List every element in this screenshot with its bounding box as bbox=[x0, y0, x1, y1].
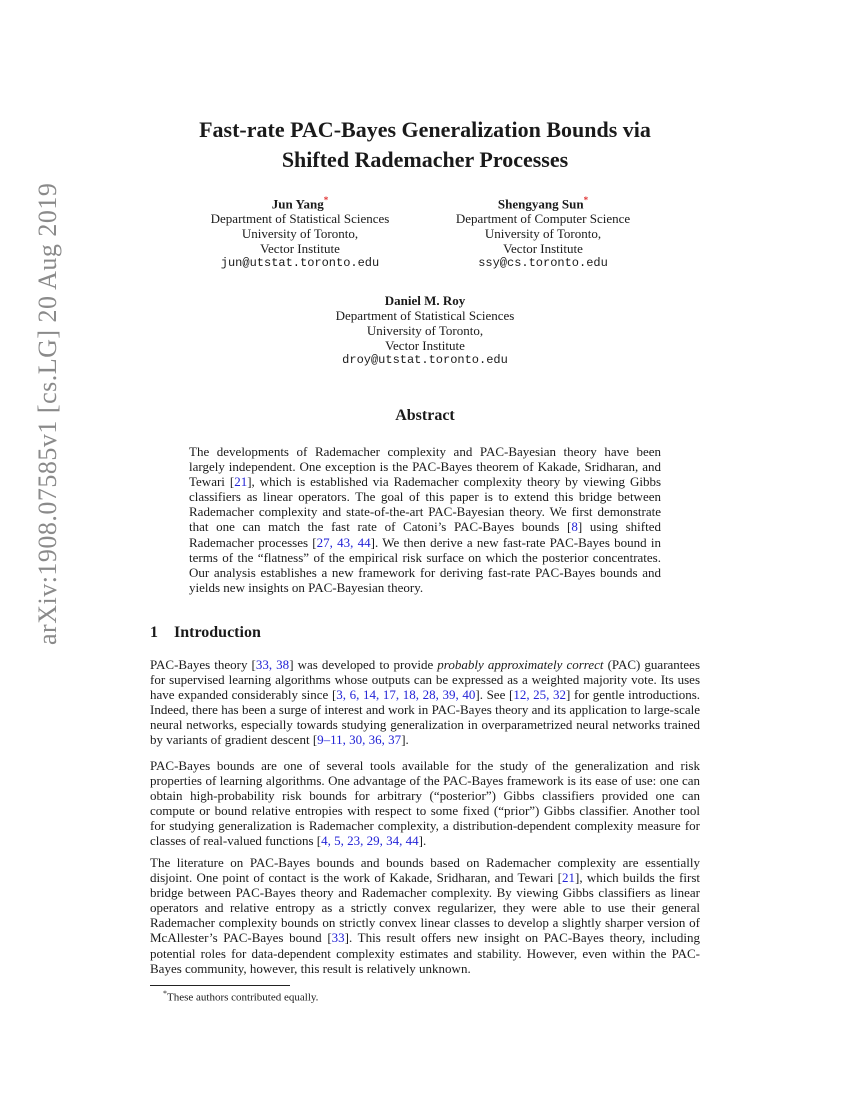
arxiv-stamp: arXiv:1908.07585v1 [cs.LG] 20 Aug 2019 bbox=[33, 182, 62, 645]
citation-link[interactable]: 33, 38 bbox=[255, 657, 290, 672]
equal-contribution-mark: * bbox=[323, 195, 329, 205]
citation-link[interactable]: 9–11, 30, 36, 37 bbox=[317, 732, 402, 748]
citation-link[interactable]: 27, 43, 44 bbox=[316, 534, 371, 550]
author-university: University of Toronto, bbox=[241, 226, 359, 242]
author-block-1 bbox=[200, 193, 400, 271]
footnote bbox=[163, 989, 318, 1004]
author-university: University of Toronto, bbox=[366, 323, 484, 338]
citation-link[interactable]: 33 bbox=[331, 930, 345, 946]
author-department: Department of Statistical Sciences bbox=[210, 211, 390, 227]
author-email: jun@utstat.toronto.edu bbox=[220, 256, 380, 271]
abstract-heading: Abstract bbox=[395, 407, 455, 424]
author-department: Department of Statistical Sciences bbox=[335, 308, 515, 323]
author-institute: Vector Institute bbox=[260, 241, 340, 257]
citation-link[interactable]: 4, 5, 23, 29, 34, 44 bbox=[321, 833, 419, 849]
citation-link[interactable]: 3, 6, 14, 17, 18, 28, 39, 40 bbox=[336, 687, 476, 703]
citation-link[interactable]: 12, 25, 32 bbox=[513, 687, 567, 703]
emphasis: probably approximately correct bbox=[437, 657, 604, 672]
author-institute: Vector Institute bbox=[385, 338, 465, 353]
author-email: ssy@cs.toronto.edu bbox=[478, 256, 608, 271]
author-university: University of Toronto, bbox=[484, 226, 602, 242]
author-block-2 bbox=[453, 193, 633, 271]
abstract-body: The developments of Rademacher complexity and PAC-Bayesian theory have been largely independent. One exception is the PAC-Bayes theorem of Kakade, Sridharan, and Tewari [21], which is established via Rademacher complexity theory by viewing Gibbs classifiers as linear operators. The goal of this paper is to extend this bridge between Rademacher complexity and state-of-the-art PAC-Bayesian theory. We first demonstrate that one can match the fast rate of Catoni’s PAC-Bayes bounds [8] using shifted Rademacher processes [27, 43, 44]. We then derive a new fast-rate PAC-Bayes bound in terms of the “flatness” of the empirical risk surface on which the posterior concentrates. Our analysis establishes a new framework for deriving fast-rate PAC-Bayes bounds and yields new insights on PAC-Bayesian theory. bbox=[189, 444, 662, 595]
intro-paragraph-1: PAC-Bayes theory [33, 38] was developed to provide probably approximately correct (PAC) guarantees for supervised learning algorithms whose outputs can be expressed as a weighted majority vote. Its uses have expanded considerably since [3, 6, 14, 17, 18, 28, 39, 40]. See [12, 25, 32] for gentle introductions. Indeed, there has been a surge of interest and work in PAC-Bayes theory and its application to large-scale neural networks, especially towards studying generalization in overparametrized neural networks trained by variants of gradient descent [9–11, 30, 36, 37]. bbox=[150, 657, 701, 748]
author-institute: Vector Institute bbox=[503, 241, 583, 257]
equal-contribution-mark: * bbox=[583, 195, 589, 205]
intro-paragraph-2: PAC-Bayes bounds are one of several tools available for the study of the generalization and risk properties of learning algorithms. One advantage of the PAC-Bayes framework is its ease of use: one can obtain high-probability risk bounds for arbitrary (“posterior”) Gibbs classifiers provided one can compute or bound relative entropies with respect to some fixed (“prior”) Gibbs classifier. Another tool for studying generalization is Rademacher complexity, a distribution-dependent complexity measure for classes of real-valued functions [4, 5, 23, 29, 34, 44]. bbox=[150, 758, 700, 849]
author-name: Shengyang Sun bbox=[497, 196, 584, 212]
citation-link[interactable]: 21 bbox=[234, 474, 248, 490]
author-name: Jun Yang bbox=[271, 196, 324, 212]
intro-paragraph-3: The literature on PAC-Bayes bounds and bounds based on Rademacher complexity are essentially disjoint. One point of contact is the work of Kakade, Sridharan, and Tewari [21], which builds the first bridge between PAC-Bayes theory and Rademacher complexity. By viewing Gibbs classifiers as linear operators and relative entropy as a strictly convex regularizer, they were able to use their general Rademacher complexity bounds on strictly convex linear classes to develop a slightly sharper version of McAllester’s PAC-Bayes bound [33]. This result offers new insight on PAC-Bayes theory, including potential roles for data-dependent complexity estimates and stability. However, even within the PAC-Bayes community, however, this result is relatively unknown. bbox=[150, 855, 700, 976]
section-title: Introduction bbox=[174, 624, 261, 641]
section-heading bbox=[150, 624, 261, 642]
citation-link[interactable]: 21 bbox=[561, 870, 575, 886]
citation-link[interactable]: 8 bbox=[571, 519, 578, 535]
author-name: Daniel M. Roy bbox=[384, 293, 466, 308]
footnote-text: These authors contributed equally. bbox=[167, 991, 319, 1004]
author-email: droy@utstat.toronto.edu bbox=[342, 353, 508, 367]
author-department: Department of Computer Science bbox=[455, 211, 631, 227]
paper-title-line-2: Shifted Rademacher Processes bbox=[281, 147, 569, 172]
footnote-rule bbox=[150, 985, 290, 986]
author-block-3 bbox=[325, 293, 525, 368]
footnote-mark: * bbox=[163, 989, 167, 998]
section-number: 1 bbox=[150, 624, 158, 641]
paper-title-line-1: Fast-rate PAC-Bayes Generalization Bounds via bbox=[199, 117, 651, 142]
